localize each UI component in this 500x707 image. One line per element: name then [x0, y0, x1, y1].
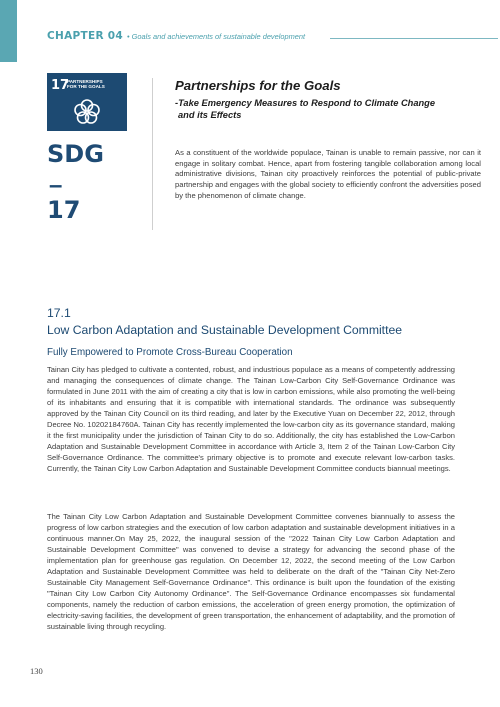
chapter-color-tab [0, 0, 17, 62]
body-paragraph-1: Tainan City has pledged to cultivate a contented, robust, and industrious populace as a means of competently addressing and managing the consequences of climate change. The Tainan Low-Carbon City Self-Governance Ordinance was formulated in June 2011 with the aim of creating a city that is low in carbon emissions, while also promoting the well-being of its inhabitants and ensuring that it is compatible with international standards. The ordinance was subsequently approved by the Tainan City Council on its third reading, and later by the Executive Yuan on December 22, 2012, through Decree No. 10202184760A. Tainan City has recently implemented the low-carbon city as its governance standard, making it the first municipality under the jurisdiction of Tainan City to do so. Additionally, the city has established the Low-Carbon Adaptation and Sustainable Development Committee in accordance with Article 3, Item 2 of the Tainan Low-Carbon City Self-Governance Ordinance. The committee's primary objective is to promote and execute relevant low-carbon tasks. Currently, the Tainan City Low Carbon Adaptation and Sustainable Development Committee conducts biannual meetings. [47, 365, 455, 473]
interlocking-rings-icon [72, 97, 102, 127]
badge-title [67, 79, 107, 90]
sdg-number: 17 [47, 196, 81, 224]
section-title: Low Carbon Adaptation and Sustainable Development Committee [47, 323, 403, 337]
badge-title-line2: FOR THE GOALS [67, 84, 105, 90]
sdg-word: SDG [47, 140, 104, 168]
vertical-divider [152, 78, 153, 230]
chapter-subtitle: • Goals and achievements of sustainable development [127, 32, 306, 41]
sdg17-badge [47, 73, 127, 131]
chapter-label: CHAPTER 04 [47, 30, 124, 42]
goal-title: Partnerships for the Goals [175, 78, 341, 93]
body-paragraph-2: The Tainan City Low Carbon Adaptation and Sustainable Development Committee convenes biannually to assess the progress of low carbon strategies and the execution of low carbon adaptation and sustainable development initiatives in a continuous manner.On May 25, 2022, the inaugural session of the "2022 Tainan City Low Carbon Adaptation and Sustainable Development Committee" was convened to devise a strategy for advancing the second phase of the implementation plan for greenhouse gas regulation. On December 12, 2022, the second meeting of the Low Carbon Adaptation and Sustainable Development Committee was held to deliberate on the draft of the "Tainan City Net-Zero Sustainable City Management Self-Governance Ordinance". This ordinance is built upon the foundation of the existing "Tainan City Low Carbon City Autonomy Ordinance". The Self-Governance Ordinance encompasses six fundamental components, namely the reduction of carbon emissions, the acceleration of green energy promotion, the optimization of electricity-saving facilities, the development of green transportation, the enhancement of adaptability, and the promotion of sustainable living through recycling. [47, 512, 455, 631]
goal-subtitle [175, 98, 475, 121]
badge-title-line1: PARTNERSHIPS [67, 79, 103, 84]
goal-subtitle-line1: -Take Emergency Measures to Respond to Climate Change [175, 98, 436, 108]
header-divider [330, 38, 498, 39]
chapter-header [47, 30, 305, 42]
badge-number: 17 [51, 78, 70, 93]
goal-intro: As a constituent of the worldwide populace, Tainan is unable to remain passive, nor can it engage in solitary combat. Hence, apart from fostering tangible collaboration among local administrative divisions, Tainan city proactively reinforces the potential of public-private partnership and engages with the global society to efficiently confront the adversities posed by the phenomenon of climate change. [175, 148, 481, 200]
section-number: 17.1 [47, 306, 71, 320]
page-number: 130 [30, 666, 43, 676]
goal-subtitle-line2: and its Effects [178, 109, 242, 120]
section-subheading: Fully Empowered to Promote Cross-Bureau Cooperation [47, 347, 293, 358]
sdg-dash: – [49, 172, 63, 199]
